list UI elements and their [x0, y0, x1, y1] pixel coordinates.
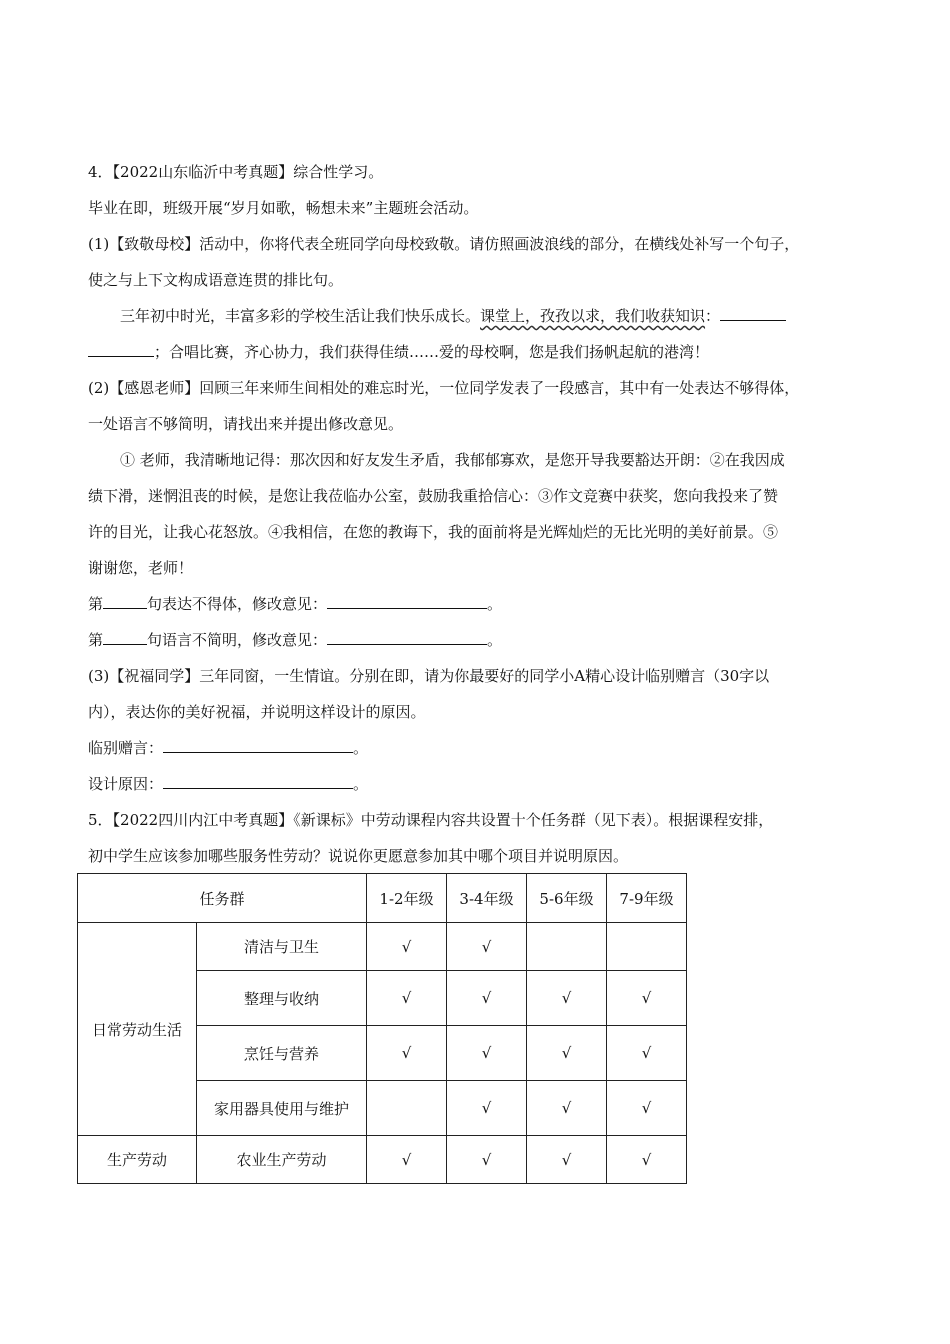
- task-cell: 家用器具使用与维护: [197, 1081, 367, 1136]
- q4-part1-line1: (1)【致敬母校】活动中，你将代表全班同学向母校致敬。请仿照画波浪线的部分，在横线处补写一个句子，: [88, 235, 800, 253]
- grade-mark-cell: √: [367, 1026, 447, 1081]
- table-header-cell: 3-4年级: [447, 874, 527, 923]
- passage-text: 三年初中时光，丰富多彩的学校生活让我们快乐成长。: [120, 307, 481, 325]
- q4-part1-passage-line1: [120, 305, 786, 327]
- sentence-number-blank[interactable]: [103, 630, 147, 645]
- passage-text: ：: [705, 307, 721, 325]
- task-group-table: [77, 873, 687, 1184]
- q5-heading-line2: 初中学生应该参加哪些服务性劳动？说说你更愿意参加其中哪个项目并说明原因。: [88, 847, 629, 865]
- period: 。: [353, 775, 369, 793]
- q4-part2-passage-line1: ① 老师，我清晰地记得：那次因和好友发生矛盾，我郁郁寡欢，是您开导我要豁达开朗：②在我因成: [120, 451, 785, 469]
- q4-part2-answer2: [88, 629, 502, 651]
- table-header-cell: 1-2年级: [367, 874, 447, 923]
- answer-prefix: 第: [88, 595, 104, 613]
- grade-mark-cell: √: [527, 1081, 607, 1136]
- grade-mark-cell: √: [607, 971, 687, 1026]
- period: 。: [487, 631, 503, 649]
- q4-part1-line2: 使之与上下文构成语意连贯的排比句。: [88, 271, 344, 289]
- q4-part2-passage-line3: 许的目光，让我心花怒放。④我相信，在您的教诲下，我的面前将是光辉灿烂的无比光明的美好前景。⑤: [88, 523, 779, 541]
- q5-heading-line1: 5．【2022四川内江中考真题】《新课标》中劳动课程内容共设置十个任务群（见下表）。根据课程安排，: [88, 811, 774, 829]
- grade-mark-cell: √: [447, 1081, 527, 1136]
- answer-prefix: 第: [88, 631, 104, 649]
- revision-blank[interactable]: [327, 594, 487, 609]
- table-row: [78, 923, 687, 971]
- revision-blank[interactable]: [327, 630, 487, 645]
- grade-mark-cell: √: [527, 1136, 607, 1184]
- wavy-underlined-text: 课堂上，孜孜以求，我们收获知识: [480, 307, 706, 325]
- q4-part3-line1: (3)【祝福同学】三年同窗，一生情谊。分别在即，请为你最要好的同学小A精心设计临别赠言（30字以: [88, 667, 770, 685]
- table-header-row: [78, 874, 687, 923]
- task-cell: 烹饪与营养: [197, 1026, 367, 1081]
- fill-blank[interactable]: [88, 342, 154, 357]
- q4-part2-line1: (2)【感恩老师】回顾三年来师生间相处的难忘时光，一位同学发表了一段感言，其中有一处表达不够得体，: [88, 379, 800, 397]
- grade-mark-cell: √: [447, 971, 527, 1026]
- task-group-cell: 生产劳动: [78, 1136, 197, 1184]
- table-header-cell: 7-9年级: [607, 874, 687, 923]
- grade-mark-cell: [607, 923, 687, 971]
- table-row: [78, 1136, 687, 1184]
- period: 。: [487, 595, 503, 613]
- fill-blank[interactable]: [720, 306, 786, 321]
- grade-mark-cell: √: [527, 971, 607, 1026]
- q4-part3-answer1: [88, 737, 368, 759]
- answer-label: 句语言不简明，修改意见：: [147, 631, 328, 649]
- table-header-cell: 5-6年级: [527, 874, 607, 923]
- task-cell: 整理与收纳: [197, 971, 367, 1026]
- q4-part2-passage-line2: 绩下滑，迷惘沮丧的时候，是您让我莅临办公室，鼓励我重拾信心：③作文竞赛中获奖，您向我投来了赞: [88, 487, 779, 505]
- grade-mark-cell: √: [447, 1026, 527, 1081]
- answer-label: 句表达不得体，修改意见：: [147, 595, 328, 613]
- q4-part3-line2: 内），表达你的美好祝福，并说明这样设计的原因。: [88, 703, 426, 721]
- period: 。: [353, 739, 369, 757]
- q4-part2-line2: 一处语言不够简明，请找出来并提出修改意见。: [88, 415, 404, 433]
- q4-heading: 4．【2022山东临沂中考真题】综合性学习。: [88, 163, 384, 181]
- farewell-message-blank[interactable]: [163, 738, 353, 753]
- q4-part1-passage-line2: [88, 341, 709, 363]
- grade-mark-cell: √: [447, 1136, 527, 1184]
- q4-part2-passage-line4: 谢谢您，老师！: [88, 559, 194, 577]
- grade-mark-cell: √: [527, 1026, 607, 1081]
- grade-mark-cell: √: [607, 1081, 687, 1136]
- grade-mark-cell: [527, 923, 607, 971]
- task-group-cell: 日常劳动生活: [78, 923, 197, 1136]
- task-cell: 清洁与卫生: [197, 923, 367, 971]
- q4-part3-answer2: [88, 773, 368, 795]
- answer-label: 临别赠言：: [88, 739, 164, 757]
- grade-mark-cell: √: [367, 923, 447, 971]
- grade-mark-cell: √: [367, 1136, 447, 1184]
- table-header-cell: 任务群: [78, 874, 367, 923]
- task-cell: 农业生产劳动: [197, 1136, 367, 1184]
- grade-mark-cell: √: [447, 923, 527, 971]
- sentence-number-blank[interactable]: [103, 594, 147, 609]
- passage-text: ；合唱比赛，齐心协力，我们获得佳绩……爱的母校啊，您是我们扬帆起航的港湾！: [154, 343, 710, 361]
- grade-mark-cell: [367, 1081, 447, 1136]
- grade-mark-cell: √: [607, 1026, 687, 1081]
- grade-mark-cell: √: [607, 1136, 687, 1184]
- answer-label: 设计原因：: [88, 775, 164, 793]
- grade-mark-cell: √: [367, 971, 447, 1026]
- design-reason-blank[interactable]: [163, 774, 353, 789]
- q4-part2-answer1: [88, 593, 502, 615]
- q4-intro: 毕业在即，班级开展“岁月如歌，畅想未来”主题班会活动。: [88, 199, 479, 217]
